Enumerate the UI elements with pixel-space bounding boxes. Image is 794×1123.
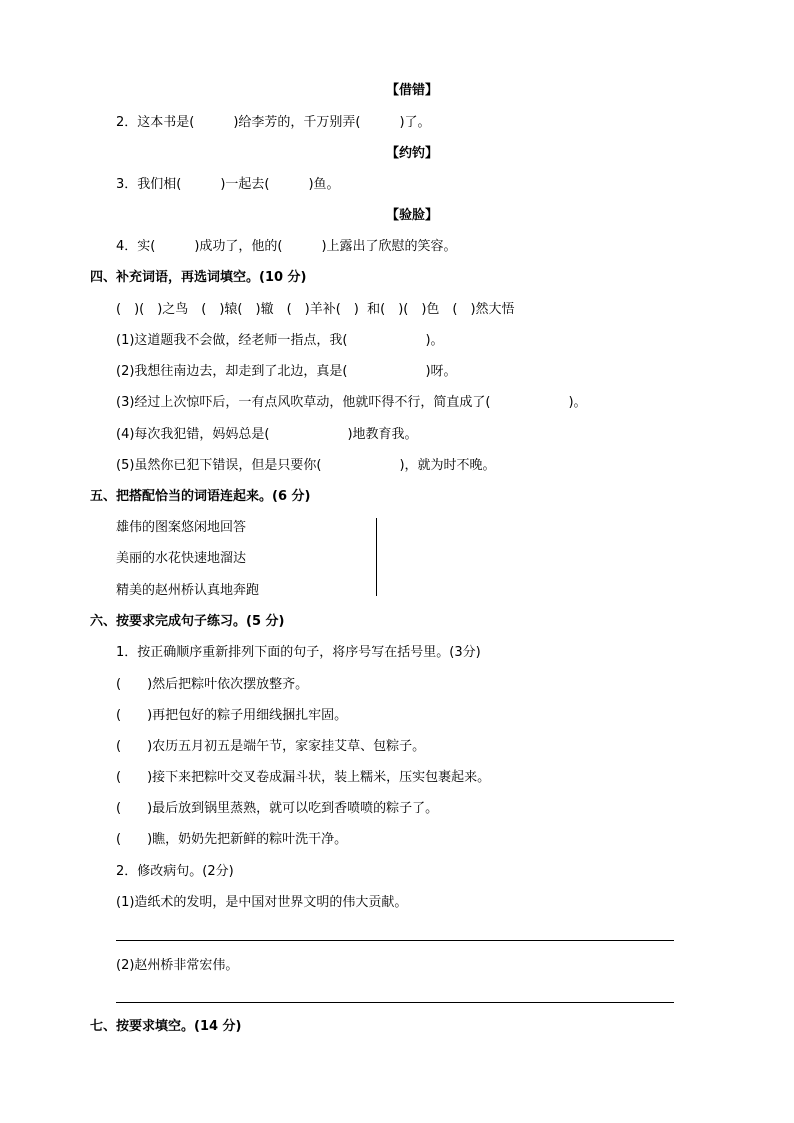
match-row-1: 雄伟的图案悠闲地回答: [116, 520, 247, 535]
order-item-6: ( )瞧，奶奶先把新鲜的粽叶洗干净。: [116, 832, 348, 847]
section-6-heading: 六、按要求完成句子练习。(5 分): [90, 614, 285, 629]
word-pair-1: 【借错】: [386, 83, 439, 98]
order-item-4: ( )接下来把粽叶交叉卷成漏斗状，装上糯米，压实包裹起来。: [116, 770, 491, 785]
fill-item-4: (4)每次我犯错，妈妈总是( )地教育我。: [116, 427, 418, 442]
match-divider: [376, 518, 377, 596]
fill-item-3: (3)经过上次惊吓后，一有点风吹草动，他就吓得不行，简直成了( )。: [116, 395, 587, 410]
section-4-heading: 四、补充词语，再选词填空。(10 分): [90, 270, 307, 285]
sub-question-1: 1．按正确顺序重新排列下面的句子，将序号写在括号里。(3分): [116, 645, 481, 660]
answer-line-1: [116, 940, 674, 941]
sub-question-2: 2．修改病句。(2分): [116, 864, 234, 879]
fix-sentence-1: (1)造纸术的发明，是中国对世界文明的伟大贡献。: [116, 895, 408, 910]
sentence-3: 3．我们相( )一起去( )鱼。: [116, 177, 340, 192]
order-item-5: ( )最后放到锅里蒸熟，就可以吃到香喷喷的粽子了。: [116, 801, 439, 816]
idiom-list: ( )( )之鸟 ( )辕( )辙 ( )羊补( ) 和( )( )色 ( )然大悟: [116, 302, 515, 317]
sentence-2: 2．这本书是( )给李芳的，千万别弄( )了。: [116, 115, 431, 130]
word-pair-2: 【约钓】: [386, 146, 439, 161]
word-pair-3: 【验脸】: [386, 208, 439, 223]
match-row-2: 美丽的水花快速地溜达: [116, 551, 247, 566]
sentence-4: 4．实( )成功了，他的( )上露出了欣慰的笑容。: [116, 239, 457, 254]
order-item-2: ( )再把包好的粽子用细线捆扎牢固。: [116, 708, 348, 723]
fill-item-5: (5)虽然你已犯下错误，但是只要你( )，就为时不晚。: [116, 458, 496, 473]
section-7-heading: 七、按要求填空。(14 分): [90, 1019, 242, 1034]
match-row-3: 精美的赵州桥认真地奔跑: [116, 583, 260, 598]
fill-item-1: (1)这道题我不会做，经老师一指点，我( )。: [116, 333, 444, 348]
fix-sentence-2: (2)赵州桥非常宏伟。: [116, 958, 239, 973]
order-item-3: ( )农历五月初五是端午节，家家挂艾草、包粽子。: [116, 739, 426, 754]
fill-item-2: (2)我想往南边去，却走到了北边，真是( )呀。: [116, 364, 457, 379]
order-item-1: ( )然后把粽叶依次摆放整齐。: [116, 677, 309, 692]
answer-line-2: [116, 1002, 674, 1003]
section-5-heading: 五、把搭配恰当的词语连起来。(6 分): [90, 489, 311, 504]
